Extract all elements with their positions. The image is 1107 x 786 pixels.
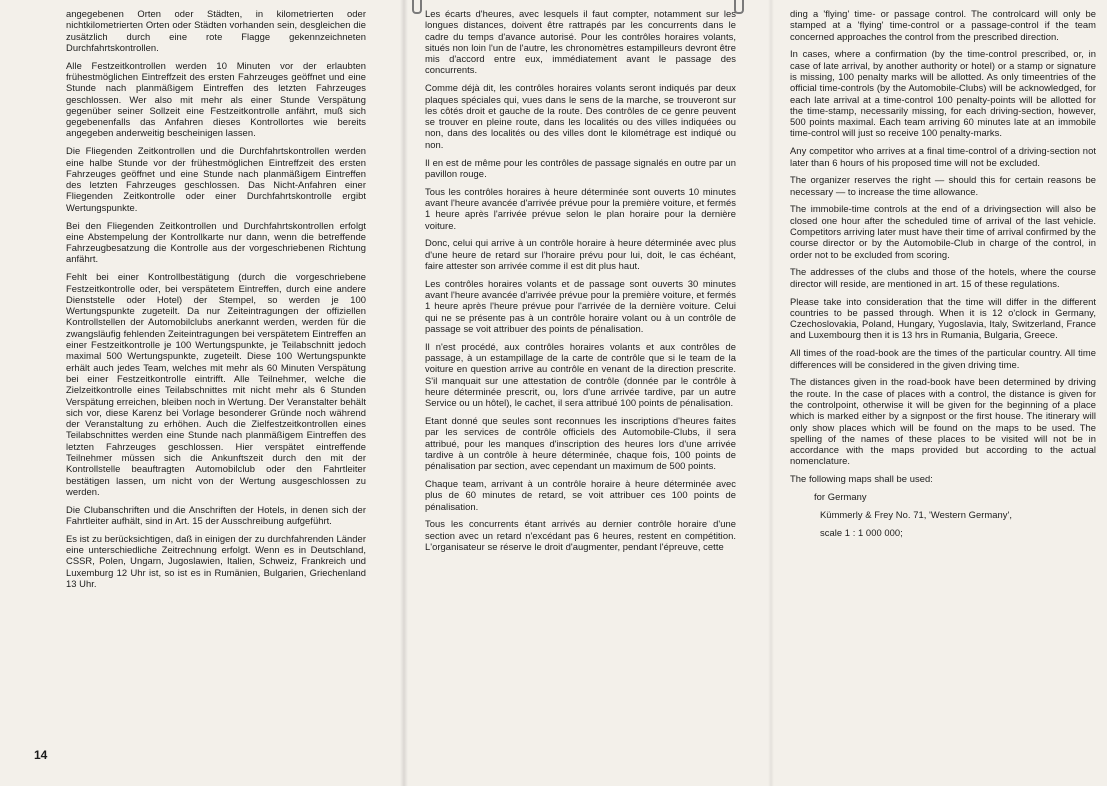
paragraph: The distances given in the road-book have been determined by driving the route. In the case of places with a control, the distance is given for the controlpoint, otherwise it will be given for the beginning of a place which is marked either by a signpost or the first house. The itinerary will only show places which will be found on the maps to be used. The spelling of the names of these places to be visited will not be in accordance with the maps provided but according to the actual nomenclature. — [790, 376, 1096, 467]
paragraph: Les écarts d'heures, avec lesquels il faut compter, notamment sur les longues distances, doivent être rattrapés par les concurrents dans le cadre du temps d'avance autorisé. Pour les contrôles horaires volants, situés non loin l'un de l'autre, les chronomètres estampilleurs devront être mis d'accord entre eux, immédiatement avant le passage des concurrents. — [425, 8, 736, 76]
paragraph: All times of the road-book are the times of the particular country. All time differences will be considered in the given driving time. — [790, 347, 1096, 370]
paragraph: angegebenen Orten oder Städten, in kilometrierten oder nichtkilometrierten Orten oder Städten vorhanden sein, desgleichen die zusätzlich durch eine rote Flagge gekennzeichneten Durchfahrtskontrollen. — [66, 8, 366, 53]
map-list — [790, 491, 1096, 538]
french-text-column — [425, 8, 736, 559]
page-fold — [400, 0, 408, 786]
map-scale: scale 1 : 1 000 000; — [820, 526, 903, 538]
page-number: 14 — [34, 748, 48, 762]
paragraph: ding a 'flying' time- or passage control. The controlcard will only be stamped at a 'flying' time-control or a passage-control if the team concerned approaches the control from the prescribed direction. — [790, 8, 1096, 42]
paragraph: Comme déjà dit, les contrôles horaires volants seront indiqués par deux plaques spéciales qui, vues dans le sens de la marche, se trouveront sur les côtés droit et gauche de la route. Des contrôles de ce genre peuvent se trouver en pleine route, dans les localités ou des villes indiquées ou non, dans des localités ou des villes dont le kilométrage est indiqué ou non. — [425, 82, 736, 150]
paragraph: Etant donné que seules sont reconnues les inscriptions d'heures faites par les services de contrôle officiels des Automobile-Clubs, il sera attribué, pour les manques d'inscription des heures lors d'une arrivée tardive à un contrôle à heure déterminée, chaque fois, 100 points de pénalisation par section, avec cependant un maximum de 500 points. — [425, 415, 736, 472]
staple-mark — [412, 0, 422, 14]
paragraph: Any competitor who arrives at a final time-control of a driving-section not later than 6 hours of his proposed time will not be excluded. — [790, 145, 1096, 168]
paragraph: Tous les contrôles horaires à heure déterminée sont ouverts 10 minutes avant l'heure avancée d'arrivée prévue pour la première voiture, et fermés 1 heure après l'arrivée prévue selon le plan horaire pour la dernière voiture. — [425, 185, 736, 231]
paragraph: Il en est de même pour les contrôles de passage signalés en outre par un pavillon rouge. — [425, 156, 736, 179]
paragraph: Fehlt bei einer Kontrollbestätigung (durch die vorgeschriebene Festzeitkontrolle oder, bei verspätetem Eintreffen, durch eine andere Dienststelle oder Hotel) der Stempel, so werden je 100 Wertungspunkte zugeteilt. Da nur Zeiteintragungen der offiziellen Kontrollstellen der Automobilclubs anerkannt werden, werden für die zwangsläufig fehlenden Zeiteintragungen bei verspätetem Eintreffen an einer Festzeitkontrolle je 100 Wertungspunkte, je Teilabschnitt jedoch maximal 500 Wertungspunkte, zugeteilt. Diese 100 Wertungspunkte erhält auch jedes Team, welches mit mehr als 60 Minuten Verspätung bei einer Festzeitkontrolle eintrifft. Alle Teilnehmer, welche die Zielzeitkontrolle eines Teilabschnittes mit nicht mehr als 6 Stunden Verspätung erreichen, bleiben noch in Wertung. Der Veranstalter behält sich vor, diese Karenz bei Vorlage besonderer Gründe noch während der Veranstaltung zu erhöhen. Auch die Zielfestzeitkontrollen eines Teilabschnittes werden eine Stunde nach planmäßigem Eintreffen des letzten Fahrzeuges geschlossen. Hier verspätet eintreffende Teilnehmer müssen sich die Ankunftszeit durch den mit der Kontrollstelle beauftragten Automobilclub oder den Fahrtleiter bestätigen lassen, um nicht von der Wertung ausgeschlossen zu werden. — [66, 271, 366, 497]
paragraph: Alle Festzeitkontrollen werden 10 Minuten vor der erlaubten frühestmöglichen Eintreffzeit des ersten Fahrzeuges geöffnet und eine Stunde nach planmäßigem Eintreffen des letzten Fahrzeuges geschlossen. Wer also mit mehr als einer Stunde Verspätung gegenüber seiner Sollzeit eine Festzeitkontrolle anfährt, muß sich gegebenenfalls das Anfahren dieses Kontrollortes wie bereits angegeben anderweitig bescheinigen lassen. — [66, 59, 366, 139]
paragraph: The following maps shall be used: — [790, 473, 933, 485]
english-text-column — [790, 8, 1096, 544]
paragraph: The addresses of the clubs and those of the hotels, where the course director will reside, are mentioned in art. 15 of these regulations. — [790, 266, 1096, 289]
paragraph: Tous les concurrents étant arrivés au dernier contrôle horaire d'une section avec un retard n'excédant pas 6 heures, restent en compétition. L'organisateur se réserve le droit d'augmenter, pendant l'épreuve, cette — [425, 518, 736, 552]
paragraph: In cases, where a confirmation (by the time-control prescribed, or, in case of late arrival, by another authority or hotel) or a stamp or signature is missing, 100 penalty marks will be allotted. As only timeentries of the official time-controls (by the Automobile-Clubs) will be acknowledged, for each late arrival at a time-control 100 penalty-points will be allotted for the time-stamp, necessarily missing, for each driving-section, however, 500 points maximal. Each team arriving 60 minutes late at an immobile time-control will just so receive 100 penalty-marks. — [790, 48, 1096, 139]
paragraph: Die Clubanschriften und die Anschriften der Hotels, in denen sich der Fahrtleiter aufhält, sind in Art. 15 der Ausschreibung aufgeführt. — [66, 503, 366, 526]
paragraph: Chaque team, arrivant à un contrôle horaire à heure déterminée avec plus de 60 minutes de retard, se voit attribuer ces 100 points de pénalisation. — [425, 477, 736, 512]
map-country: for Germany — [814, 490, 867, 502]
paragraph: Il n'est procédé, aux contrôles horaires volants et aux contrôles de passage, à un estampillage de la carte de contrôle que si le team de la voiture en question arrive au contrôle en venant de la direction prescrite. S'il manquait sur une attestation de contrôle (donnée par le contrôle à heure déterminée prescrit, ou, lors d'une arrivée tardive, par un autre Service ou un hôtel), le cachet, il sera attribué 100 points de pénalisation. — [425, 340, 736, 409]
paragraph: The organizer reserves the right — should this for certain reasons be necessary — to increase the time allowance. — [790, 174, 1096, 197]
paragraph: Please take into consideration that the time will differ in the different countries to be passed through. When it is 12 o'clock in Germany, Czechoslovakia, Poland, Hungary, Yugoslavia, Italy, Switzerland, France and Luxembourg then it is 13 hrs in Rumania, Bulgaria, Greece. — [790, 295, 1096, 341]
paragraph: Es ist zu berücksichtigen, daß in einigen der zu durchfahrenden Länder eine unterschiedliche Zeitrechnung erfolgt. Wenn es in Deutschland, CSSR, Polen, Ungarn, Jugoslawien, Italien, Schweiz, Frankreich und Luxemburg 12 Uhr ist, so ist es in Rumänien, Bulgarien, Griechenland 13 Uhr. — [66, 532, 366, 589]
paragraph: Les contrôles horaires volants et de passage sont ouverts 30 minutes avant l'heure avancée d'arrivée prévue pour la première voiture, et fermés 1 heure après l'heure prévue pour l'arrivée de la dernière voiture. Celui qui ne se présente pas à un contrôle horaire volant ou à un contrôle de passage se voit attribuer des points de pénalisation. — [425, 277, 736, 334]
paragraph: Die Fliegenden Zeitkontrollen und die Durchfahrtskontrollen werden eine halbe Stunde vor der frühestmöglichen Eintreffzeit des ersten Fahrzeuges geöffnet und eine Stunde nach planmäßigem Eintreffen des letzten Fahrzeuges geschlossen. Das Nicht-Anfahren einer Fliegenden Zeitkontrolle oder einer Durchfahrtskontrolle ergibt Wertungspunkte. — [66, 145, 366, 213]
paragraph: Donc, celui qui arrive à un contrôle horaire à heure déterminée avec plus d'une heure de retard sur l'horaire prévu pour lui, doit, le cas échéant, faire attester son arrivée comme il est dit plus haut. — [425, 237, 736, 271]
paragraph: The immobile-time controls at the end of a drivingsection will also be closed one hour after the scheduled time of arrival of the last vehicle. Competitors arriving later must have their time of arrival confirmed by the course director or by the Automobile-Club in charge of the control, in order not to be excluded from scoring. — [790, 203, 1096, 260]
paragraph: Bei den Fliegenden Zeitkontrollen und Durchfahrtskontrollen erfolgt eine Abstempelung der Kontrollkarte nur dann, wenn die betreffende Fahrzeugbesatzung die Kontrolle aus der vorgeschriebenen Richtung anfährt. — [66, 219, 366, 265]
german-text-column — [66, 8, 366, 596]
map-name: Kümmerly & Frey No. 71, 'Western Germany', — [820, 508, 1013, 520]
page-fold — [768, 0, 774, 786]
